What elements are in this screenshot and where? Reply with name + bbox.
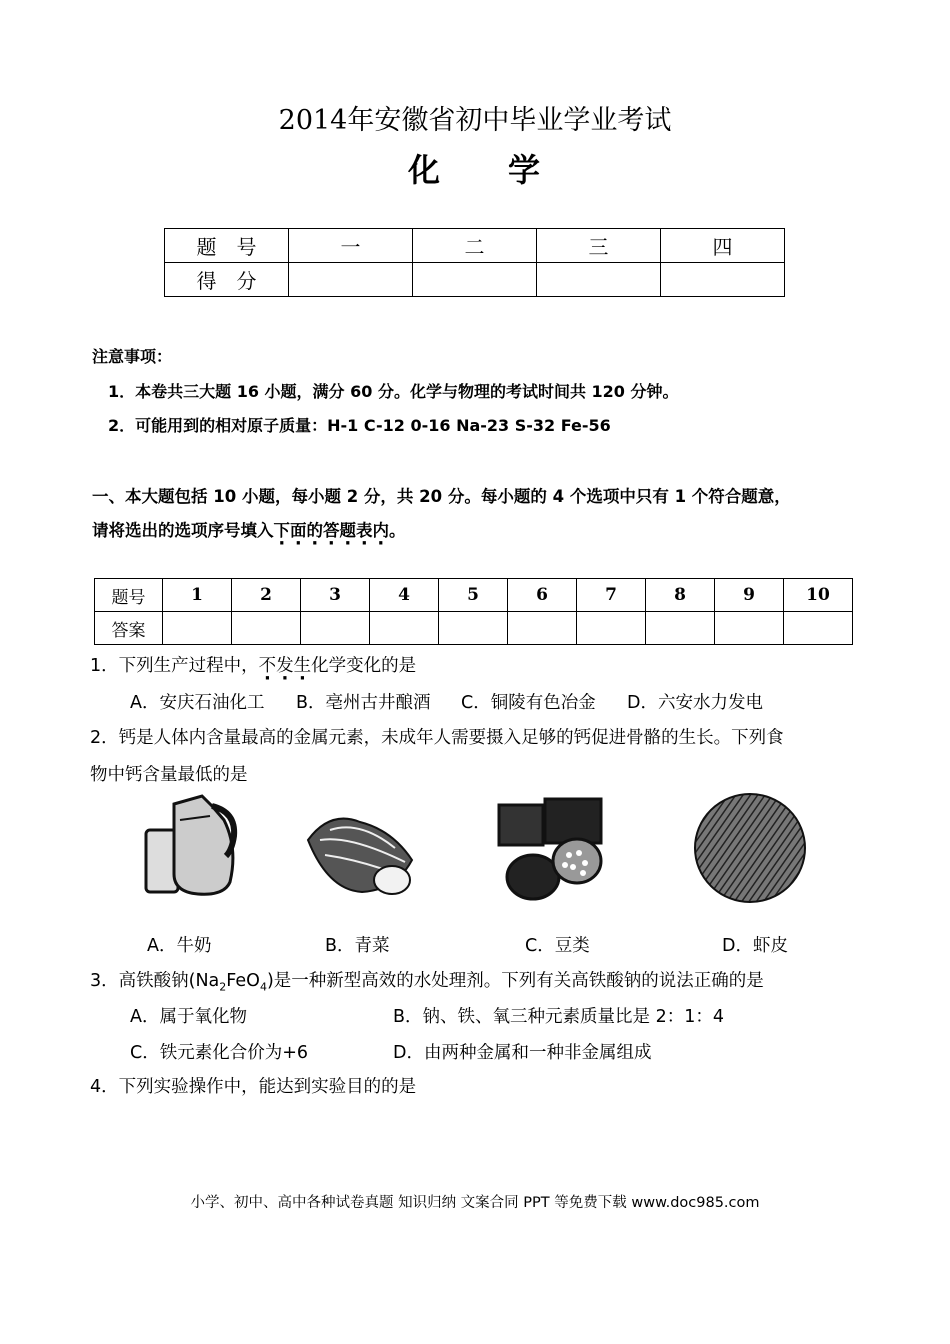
q3-subscript-1: 2	[219, 980, 227, 994]
score-table-col: 四	[661, 229, 785, 263]
score-cell[interactable]	[413, 263, 537, 297]
milk-picture	[140, 790, 245, 900]
answer-table-number-row	[95, 579, 853, 612]
q2-option-a: A．牛奶	[147, 936, 212, 956]
answer-table-answer-row	[95, 612, 853, 645]
score-table-col: 三	[537, 229, 661, 263]
footer-text: 小学、初中、高中各种试卷真题 知识归纳 文案合同 PPT 等免费下载 www.doc985.com	[190, 1195, 760, 1211]
answer-cell[interactable]	[508, 612, 577, 645]
answer-cell[interactable]	[232, 612, 301, 645]
subject-char-2: 学	[508, 151, 543, 189]
q1-option-a: A．安庆石油化工	[130, 693, 265, 713]
answer-cell[interactable]	[370, 612, 439, 645]
vegetable-picture	[300, 800, 420, 905]
section1-line2-suffix: 。	[389, 521, 406, 540]
section1-instruction-line1: 一、本大题包括 10 小题，每小题 2 分，共 20 分。每小题的 4 个选项中只有 1 个符合题意，	[92, 487, 791, 506]
q3-stem-b: FeO	[226, 971, 260, 991]
question-number: 8	[646, 579, 715, 612]
q3-option-b: B．钠、铁、氧三种元素质量比是 2：1：4	[393, 1007, 724, 1027]
subject-char-1: 化	[407, 151, 442, 189]
exam-title: 2014年安徽省初中毕业学业考试	[278, 105, 672, 136]
q1-option-d: D．六安水力发电	[627, 693, 763, 713]
answer-cell[interactable]	[715, 612, 784, 645]
shrimp-skin-picture	[693, 792, 808, 904]
answer-cell[interactable]	[301, 612, 370, 645]
score-table-label: 题 号	[165, 229, 289, 263]
answer-cell[interactable]	[163, 612, 232, 645]
answer-row-label: 答案	[95, 612, 163, 645]
score-cell[interactable]	[289, 263, 413, 297]
q1-option-c: C．铜陵有色冶金	[461, 693, 596, 713]
q3-option-a: A．属于氧化物	[130, 1007, 247, 1027]
question-number: 10	[784, 579, 853, 612]
q1-emphasis: 不发生	[258, 656, 312, 676]
answer-cell[interactable]	[646, 612, 715, 645]
score-table-header-row	[165, 229, 785, 263]
q2-option-d: D．虾皮	[722, 936, 788, 956]
answer-cell[interactable]	[577, 612, 646, 645]
q3-option-d: D．由两种金属和一种非金属组成	[393, 1043, 652, 1063]
q2-option-b: B．青菜	[325, 936, 390, 956]
score-cell[interactable]	[661, 263, 785, 297]
q3-stem-c: )是一种新型高效的水处理剂。下列有关高铁酸钠的说法正确的是	[266, 971, 764, 991]
beans-picture	[495, 795, 610, 905]
answer-table	[94, 578, 853, 645]
score-table-col: 一	[289, 229, 413, 263]
subject-title	[0, 145, 950, 191]
q1-stem-suffix: 化学变化的是	[311, 656, 417, 676]
question-number: 5	[439, 579, 508, 612]
score-table-score-row	[165, 263, 785, 297]
question-number: 2	[232, 579, 301, 612]
q1-option-b: B．亳州古井酿酒	[296, 693, 431, 713]
question-4-stem: 4．下列实验操作中，能达到实验目的的是	[90, 1077, 417, 1097]
answer-table-label: 题号	[95, 579, 163, 612]
section1-line2-prefix: 请将选出的选项序号填入	[92, 521, 274, 540]
question-3-stem	[90, 967, 764, 994]
q3-stem-a: 3．高铁酸钠(Na	[90, 971, 220, 991]
q2-option-c: C．豆类	[525, 936, 590, 956]
score-row-label: 得 分	[165, 263, 289, 297]
question-2-line2: 物中钙含量最低的是	[90, 765, 248, 785]
section1-emphasis: 下面的答题表内	[273, 521, 389, 540]
notice-item-1: 1．本卷共三大题 16 小题，满分 60 分。化学与物理的考试时间共 120 分钟。	[108, 382, 679, 401]
q3-subscript-2: 4	[259, 980, 267, 994]
score-cell[interactable]	[537, 263, 661, 297]
question-1-stem	[90, 652, 416, 677]
question-number: 3	[301, 579, 370, 612]
question-number: 6	[508, 579, 577, 612]
answer-cell[interactable]	[784, 612, 853, 645]
score-table-col: 二	[413, 229, 537, 263]
question-number: 1	[163, 579, 232, 612]
notice-item-2: 2．可能用到的相对原子质量：H-1 C-12 0-16 Na-23 S-32 Fe-56	[108, 416, 611, 435]
question-number: 4	[370, 579, 439, 612]
question-number: 7	[577, 579, 646, 612]
q1-stem-prefix: 1．下列生产过程中，	[90, 656, 259, 676]
question-number: 9	[715, 579, 784, 612]
score-table	[164, 228, 785, 297]
answer-cell[interactable]	[439, 612, 508, 645]
q3-option-c: C．铁元素化合价为+6	[130, 1043, 309, 1063]
notice-heading: 注意事项：	[92, 347, 173, 366]
question-2-line1: 2．钙是人体内含量最高的金属元素，未成年人需要摄入足够的钙促进骨骼的生长。下列食	[90, 728, 784, 748]
section1-instruction-line2	[92, 517, 406, 541]
